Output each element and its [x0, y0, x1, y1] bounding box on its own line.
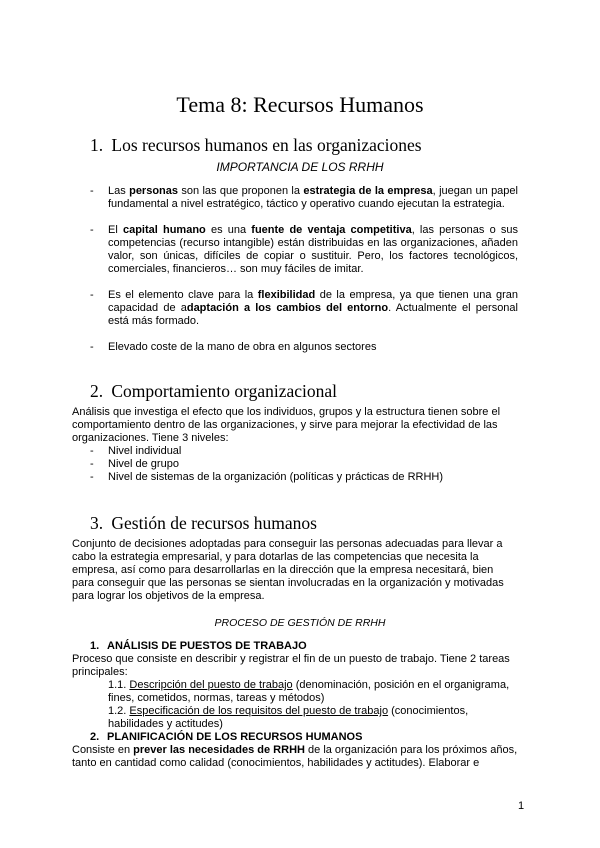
step-2-heading: 2. PLANIFICACIÓN DE LOS RECURSOS HUMANOS [90, 731, 363, 743]
section-title: Comportamiento organizacional [111, 381, 338, 401]
dash: - [90, 341, 94, 353]
process-title: PROCESO DE GESTIÓN DE RRHH [214, 617, 386, 629]
level-item: - Nivel individual [90, 445, 182, 457]
bullet-item [90, 224, 518, 276]
section-number: 2. [90, 381, 104, 401]
step-1-subitem: 1.1. Descripción del puesto de trabajo (denominación, posición en el organigrama, fines, cometidos, normas, tareas y métodos) [108, 679, 510, 704]
section-title: Gestión de recursos humanos [111, 513, 317, 533]
step-1-text: Proceso que consiste en describir y registrar el fin de un puesto de trabajo. Tiene 2 tareas principales: [72, 653, 510, 678]
bullet-item [90, 289, 518, 328]
step-1-subitem: 1.2. Especificación de los requisitos del puesto de trabajo (conocimientos, habilidades y actitudes) [108, 705, 469, 730]
bullet-text: Es el elemento clave para la flexibilidad de la empresa, ya que tienen una gran capacidad de adaptación a los cambios del entorno. Actualmente el personal está más formado. [108, 289, 518, 327]
step-1-heading: 1. ANÁLISIS DE PUESTOS DE TRABAJO [90, 640, 307, 652]
page-title: Tema 8: Recursos Humanos [176, 92, 424, 117]
level-item: - Nivel de sistemas de la organización (políticas y prácticas de RRHH) [90, 471, 444, 483]
section-1-subheading: IMPORTANCIA DE LOS RRHH [216, 160, 384, 174]
bullet-text: Elevado coste de la mano de obra en algunos sectores [108, 341, 377, 353]
section-number: 3. [90, 513, 104, 533]
level-item: - Nivel de grupo [90, 458, 179, 470]
section-1-heading [90, 135, 422, 155]
bullet-text: El capital humano es una fuente de ventaja competitiva, las personas o sus competencias (recurso intangible) están distribuidas en las organizaciones, añaden valor, son únicas, difíciles de copiar o sustituir. Pero, los factores tecnológicos, comerciales, financieros… son muy fáciles de imitar. [108, 224, 518, 275]
dash: - [90, 224, 94, 236]
bullet-item [90, 341, 518, 354]
dash: - [90, 185, 94, 197]
section-3-paragraph: Conjunto de decisiones adoptadas para conseguir las personas adecuadas para llevar a cabo la estrategia empresarial, y para dotarlas de las competencias que necesita la empresa, así como para desarrollarlas en la dirección que la empresa necesitará, bien para conseguir que las personas se sientan involucradas en la organización y motivadas para lograr los objetivos de la empresa. [72, 538, 504, 602]
bullet-item [90, 185, 518, 211]
dash: - [90, 289, 94, 301]
section-number: 1. [90, 135, 104, 155]
section-title: Los recursos humanos en las organizaciones [111, 135, 422, 155]
step-2-text: Consiste en prever las necesidades de RRHH de la organización para los próximos años, tanto en cantidad como calidad (conocimientos, habilidades y actitudes). Elaborar e [72, 744, 518, 769]
bullet-text: Las personas son las que proponen la estrategia de la empresa, juegan un papel fundamental a nivel estratégico, táctico y operativo cuando ejecutan la estrategia. [108, 185, 518, 210]
section-3-heading [90, 513, 317, 533]
section-2-heading [90, 381, 337, 401]
section-2-paragraph: Análisis que investiga el efecto que los individuos, grupos y la estructura tienen sobre el comportamiento dentro de las organizaciones, y sirve para mejorar la efectividad de las organizaciones. Tiene 3 niveles: [72, 406, 501, 444]
page-number: 1 [518, 800, 525, 812]
